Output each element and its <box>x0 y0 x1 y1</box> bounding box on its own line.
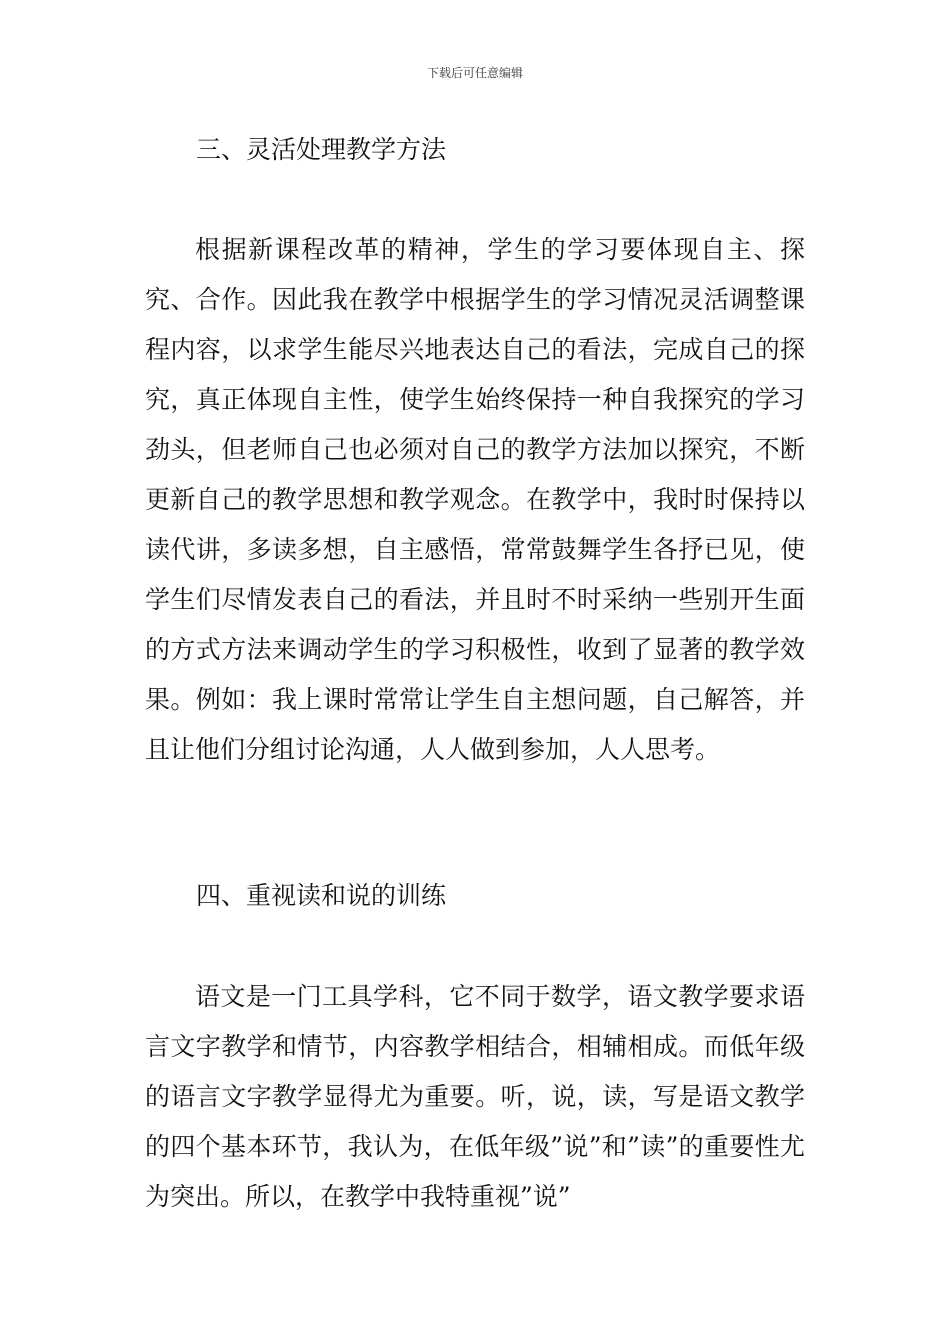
section-paragraph-3: 根据新课程改革的精神，学生的学习要体现自主、探究、合作。因此我在教学中根据学生的学习情况灵活调整课程内容，以求学生能尽兴地表达自己的看法，完成自己的探究，真正体现自主性，使学生始终保持一种自我探究的学习劲头，但老师自己也必须对自己的教学方法加以探究，不断更新自己的教学思想和教学观念。在教学中，我时时保持以读代讲，多读多想，自主感悟，常常鼓舞学生各抒已见，使学生们尽情发表自己的看法，并且时不时采纳一些别开生面的方式方法来调动学生的学习积极性，收到了显著的教学效果。例如：我上课时常常让学生自主想问题，自己解答，并且让他们分组讨论沟通，人人做到参加，人人思考。 <box>145 235 805 764</box>
section-heading-3: 三、灵活处理教学方法 <box>196 135 447 164</box>
page-header-note: 下载后可任意编辑 <box>426 66 523 80</box>
section-heading-4: 四、重视读和说的训练 <box>196 881 447 910</box>
section-paragraph-4: 语文是一门工具学科，它不同于数学，语文教学要求语言文字教学和情节，内容教学相结合，相辅相成。而低年级的语言文字教学显得尤为重要。听，说，读，写是语文教学的四个基本环节，我认为，在低年级”说”和”读”的重要性尤为突出。所以，在教学中我特重视”说” <box>145 982 805 1211</box>
